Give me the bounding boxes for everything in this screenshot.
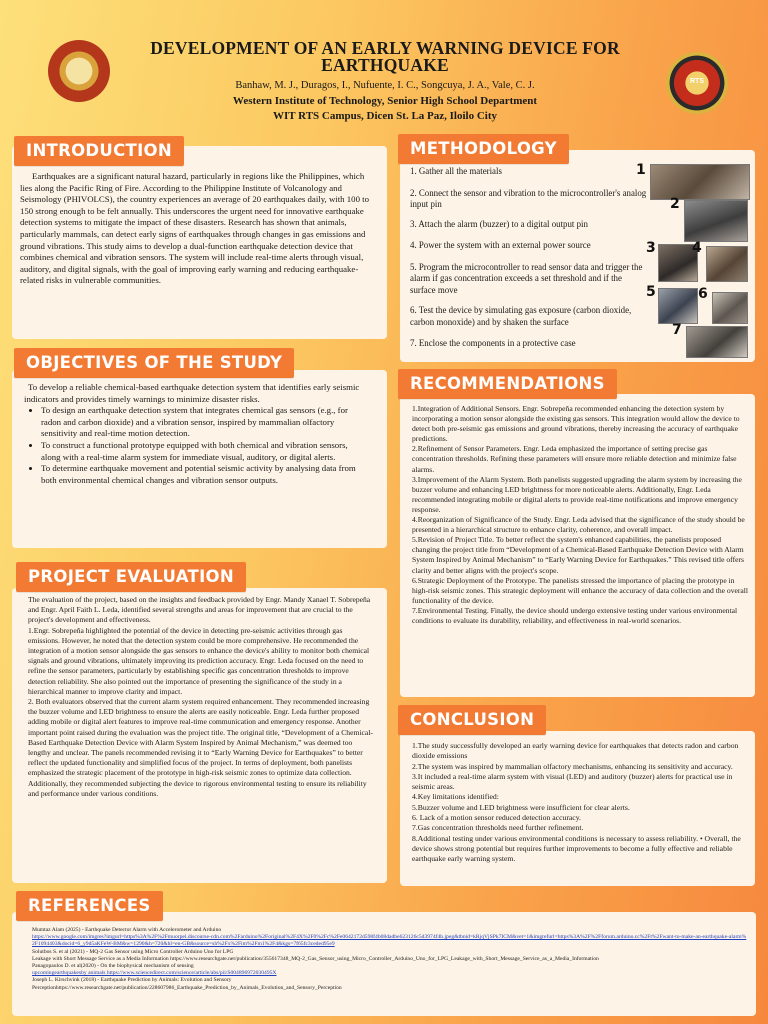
objective-item: • To construct a functional prototype equipped with both chemical and vibration sensors, along with a real-time alarm system for immediate visual, auditory, or digital alerts.	[41, 440, 369, 463]
conclusion-list	[412, 741, 750, 865]
recommendation-item: 4.Reorganization of Significance of the Study. Engr. Leda advised that the significance of the study should be presented in a hierarchical structure to enhance clarity, coherence, and overall impact.	[412, 515, 745, 535]
conclusion-item: 7.Gas concentration thresholds need further refinement.	[412, 823, 584, 833]
conclusion-item: 3.It included a real-time alarm system with visual (LED) and auditory (buzzer) alerts for practical use in seismic areas.	[412, 771, 733, 792]
reference-line: Solutbos S. et al (2021) - MQ-2 Gas Sensor using Micro Controller Arduino Uno for LPG	[32, 948, 234, 955]
methodology-heading: METHODOLOGY	[398, 134, 569, 164]
photo-number-6: 6	[698, 286, 708, 302]
methodology-steps	[410, 166, 648, 350]
objectives-intro: To develop a reliable chemical-based earthquake detection system that identifies early seismic indicators and provides timely warnings to minimize disaster risks.	[24, 382, 360, 404]
reference-line: Mumtaz Alam (2025) - Earthquake Detector Alarm with Accelerometer and Arduino	[32, 927, 222, 933]
introduction-heading: INTRODUCTION	[14, 136, 184, 166]
power-system-photo	[706, 246, 748, 282]
objectives-body	[24, 382, 369, 486]
recommendation-item: 1.Integration of Additional Sensors. Engr. Sobrepeña recommended enhancing the detection system by incorporating a motion sensor alongside the existing gas sensors. This integration would allow the device to detect both pre-seismic gas emissions and ground vibrations, thereby increasing the accuracy of earthquake predictions.	[412, 404, 740, 444]
conclusion-item: 1.The study successfully developed an early warning device for earthquakes that detects radon and carbon dioxide emissions	[412, 741, 739, 761]
conclusion-item: 8.Additional testing under various environmental conditions is necessary to assess reliability. • Overall, the device shows strong potential but requires further improvements to become a fully effective and reliable earthquake early warning system.	[412, 833, 741, 864]
materials-photo	[650, 164, 750, 200]
photo-number-7: 7	[672, 322, 682, 338]
method-step-5: 5. Program the microcontroller to read sensor data and trigger the alarm if gas concentration exceeds a set threshold and if the surface move	[410, 261, 643, 295]
poster-title	[95, 40, 675, 74]
conclusion-item: 6. Lack of a motion sensor reduced detection accuracy.	[412, 813, 581, 823]
photo-number-2: 2	[670, 196, 680, 212]
objectives-heading: OBJECTIVES OF THE STUDY	[14, 348, 294, 378]
method-step-7: 7. Enclose the components in a protective case	[410, 338, 576, 348]
enclosure-photo	[686, 326, 748, 358]
conclusion-item: 4.Key limitations identified:	[412, 792, 499, 802]
recommendation-item: 5.Revision of Project Title. To better reflect the system's enhanced capabilities, the panelists proposed changing the project title from “Development of a Chemical-Based Earthquake Detection Device with Alarm System Inspired by Animal Mechanism” to “Early Warning Device for Earthquakes.” This revised title offers clarity and better aligns with the project's scope.	[412, 535, 744, 575]
reference-link[interactable]: https://www.google.com/imgres?imgurl=https%3A%2F%2Fmuorpel.discourse-cdn.com%2Farduino%2Foriginal%2F4X%2F0%2Fc%2Fe0642172d598f4b08dadbe623126c5d3974f4b.jpeg&tbnid=kRjqVjSPk7ICM&vet=1&imgrefurl=https%3A%2F%2Fforum.arduino.cc%2Ft%2Fwant-to-make-an-earthquake-alarm%2F1094403&docid=6_y9d5aKFeW-BM&w=1290&h=720&hl=en-GB&source=sh%2Fx%2Fim%2Fm1%2F4&kgs=7f65fc3ceded95e9	[32, 934, 747, 948]
method-step-2: 2. Connect the sensor and vibration to the microcontroller's analog input pin	[410, 187, 647, 209]
recommendation-item: 7.Environmental Testing. Finally, the device should undergo extensive testing under various environmental conditions to evaluate its durability, reliability, and effectiveness in real-world scenarios.	[412, 605, 738, 625]
introduction-text: Earthquakes are a significant natural hazard, particularly in regions like the Philippines, which lies along the Pacific Ring of Fire. According to the Philippine Institute of Volcanology and Seismology (PHIVOLCS), the country experiences an average of 20 earthquakes daily, with 100 to 150 strong enough to be felt annually. This underscores the urgent need for innovative earthquake detection systems to mitigate the impact of these disasters. Research has shown that animals, particularly mammals, can detect early signs of earthquakes through changes in gas emissions and ground vibrations. This study aims to develop a dual-function earthquake detection device that combines chemical and vibration sensors. The system will include real-time alerts through visual, auditory, and digital signals, with the goal of improving early warning and reducing earthquake-related risks in vulnerable communities.	[20, 171, 370, 286]
recommendations-list	[412, 404, 750, 626]
reference-line: Leakage with Short Message Service as a Media Information https://www.researchgate.net/publication/355617348_MQ-2_Gas_Sensor_using_Micro_Controller_Arduino_Uno_for_LPG_Leakage_with_Short_Message_Service_as_a_Media_Information	[32, 955, 599, 962]
recommendations-heading: RECOMMENDATIONS	[398, 369, 617, 399]
photo-number-4: 4	[692, 240, 702, 256]
method-step-6: 6. Test the device by simulating gas exposure (carbon dioxide, carbon monoxide) and by shaken the surface	[410, 305, 632, 327]
photo-number-3: 3	[646, 240, 656, 256]
reference-line: Panagopaulos D. et al(2020) - On the biophysical mechanism of sensing	[32, 963, 194, 970]
conclusion-item: 2.The system was inspired by mammalian olfactory mechanisms, enhancing its sensitivity and accuracy.	[412, 761, 733, 771]
programming-photo	[658, 288, 698, 324]
sensor-wiring-photo	[684, 200, 748, 242]
reference-link[interactable]: upcomingearthquakesby animals https://www.sciencedirect.com/science/article/abs/pii/S004896972030495X	[32, 970, 277, 977]
recommendation-item: 6.Strategic Deployment of the Prototype. The panelists stressed the importance of placing the prototype in high-risk seismic zones. This strategic deployment will enhance the accuracy of data collection and the overall functionality of the device.	[412, 575, 748, 605]
project-evaluation-heading: PROJECT EVALUATION	[16, 562, 246, 592]
photo-number-1: 1	[636, 162, 646, 178]
objectives-list	[24, 405, 369, 486]
project-evaluation-body	[28, 595, 373, 799]
poster-title-line-1: DEVELOPMENT OF AN EARLY WARNING DEVICE FOR	[150, 38, 620, 58]
reference-line: Joseph L. Kirschvink (2018) - Earthquake Prediction by Animals: Evolution and Sensory	[32, 977, 232, 984]
rts-logo-right	[666, 52, 728, 114]
evaluation-paragraph-intro: The evaluation of the project, based on the insights and feedback provided by Engr. Mandy Xanael T. Sobrepeña and Engr. April Faith L. Leda, identified several strengths and areas for improvement that are crucial to the project's development and effectiveness.	[28, 595, 371, 625]
poster-title-line-2: EARTHQUAKE	[321, 55, 449, 75]
method-step-4: 4. Power the system with an external power source	[410, 240, 591, 250]
reference-line: Perceptionhttps://www.researchgate.net/publication/228607986_Earthquake_Prediction_by_Animals_Evolution_and_Sensory_Perception	[32, 984, 342, 991]
authors: Banhaw, M. J., Duragos, I., Nufuente, I. C., Songcuya, J. A., Vale, C. J.	[235, 80, 535, 91]
conclusion-item: 5.Buzzer volume and LED brightness were insufficient for clear alerts.	[412, 802, 630, 812]
recommendation-item: 3.Improvement of the Alarm System. Both panelists suggested upgrading the alarm system by increasing the buzzer volume and enhancing LED brightness for more noticeable alerts. Additionally, Engr. Leda recommended integrating mobile or digital alerts to provide real-time notifications and improve emergency response.	[412, 474, 742, 514]
conclusion-heading: CONCLUSION	[398, 705, 546, 735]
testing-photo	[712, 292, 748, 324]
campus-address: WIT RTS Campus, Dicen St. La Paz, Iloilo City	[272, 110, 498, 122]
method-step-1: 1. Gather all the materials	[410, 166, 502, 176]
evaluation-paragraph-2: 2. Both evaluators observed that the current alarm system required enhancement. They recommended increasing the buzzer volume and LED brightness to ensure the alerts are easily noticeable. Engr. Leda further proposed adding mobile or digital alert features to improve real-time communication and emergency response. Another important point raised during the evaluation was the project title. The original title, “Development of a Chemical-Based Earthquake Detection Device with Alarm System Inspired by Animal Mechanism,” was deemed too lengthy and unclear. The panels recommended revising it to “Early Warning Device for Earthquakes” to better reflect the updated functionality and simplified focus of the project. In terms of deployment, both panelists emphasized the strategic placement of the prototype in high-risk seismic zones to optimize data collection. Additionally, they recommended subjecting the device to rigorous environmental testing to ensure its reliability and performance under various conditions.	[28, 697, 373, 798]
objective-item: • To design an earthquake detection system that integrates chemical gas sensors (e.g., for radon and carbon dioxide) and a vibration sensor, inspired by mammalian olfactory sensitivity and real-time motion detection.	[41, 405, 369, 440]
method-step-3: 3. Attach the alarm (buzzer) to a digital output pin	[410, 218, 588, 229]
evaluation-paragraph-1: 1.Engr. Sobrepeña highlighted the potential of the device in detecting pre-seismic activities through gas emissions. However, he noted that the detection system could be more comprehensive. He recommended the integration of a motion sensor alongside the gas sensors to enhance the device's ability to monitor both chemical signals and ground vibrations, ultimately improving its prediction accuracy. Engr. Leda focused on the need to refine the sensor parameters, particularly by establishing specific gas concentration thresholds to improve detection reliability. She also pointed out the importance of presenting the significance of the study in a hierarchical manner to improve clarity and impact.	[28, 625, 370, 696]
references-heading: REFERENCES	[16, 891, 163, 921]
references-list	[32, 927, 747, 992]
recommendation-item: 2.Refinement of Sensor Parameters. Engr. Leda emphasized the importance of setting precise gas concentration thresholds. Refining these parameters will ensure more reliable detection and minimize false alarms.	[412, 444, 737, 474]
school-name: Western Institute of Technology, Senior High School Department	[232, 95, 538, 107]
photo-number-5: 5	[646, 284, 656, 300]
rts-logo-text: RTS	[690, 78, 704, 85]
objective-item: • To determine earthquake movement and potential seismic activity by analysing data from both environmental chemical changes and vibration sensor outputs.	[41, 463, 369, 486]
